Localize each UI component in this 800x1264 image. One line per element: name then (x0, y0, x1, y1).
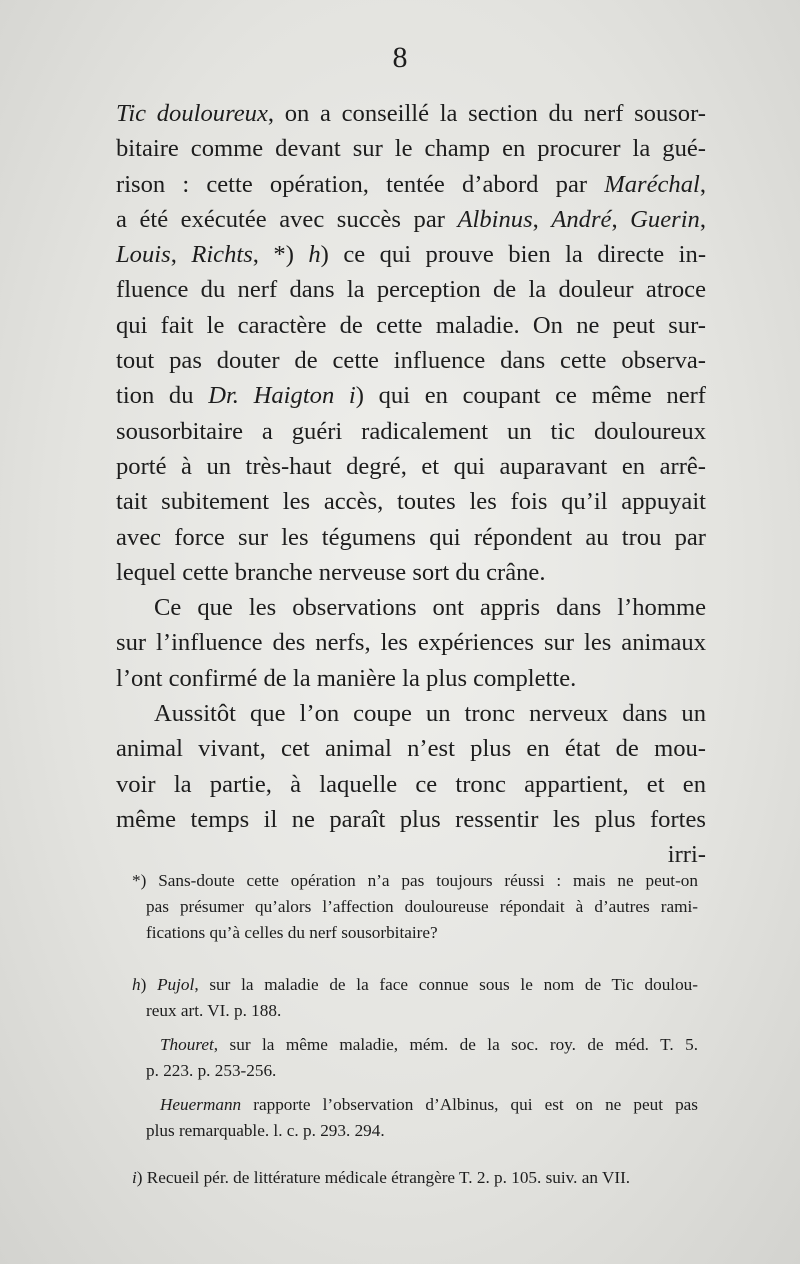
text-line: Ce que les observations ont appris dans l’homme (154, 594, 706, 622)
text-line: sur l’influence des nerfs, les expériences sur les animaux (116, 629, 706, 657)
text-line: qui fait le caractère de cette maladie. On ne peut sur- (116, 311, 706, 339)
text-line: tait subitement les accès, toutes les fois qu’il appuyait (116, 488, 706, 516)
footnote-line: fications qu’à celles du nerf sousorbitaire? (146, 923, 438, 942)
text-line: bitaire comme devant sur le champ en procurer la gué- (116, 135, 706, 163)
text-line: avec force sur les tégumens qui répondent au trou par (116, 523, 706, 551)
text-line: Tic douloureux, on a conseillé la section du nerf sousor- (116, 100, 706, 127)
text-line: tout pas douter de cette influence dans cette observa- (116, 347, 706, 375)
main-text (116, 96, 706, 873)
text-line: lequel cette branche nerveuse sort du crâne. (116, 558, 546, 586)
text-line: rison : cette opération, tentée d’abord par Maréchal, (116, 170, 706, 198)
text-line: voir la partie, à laquelle ce tronc appartient, et en (116, 770, 706, 798)
text-line: sousorbitaire a guéri radicalement un tic douloureux (116, 417, 706, 445)
text-line: l’ont confirmé de la manière la plus complette. (116, 664, 577, 692)
footnote-line: reux art. VI. p. 188. (146, 1001, 282, 1020)
footnote-star (132, 868, 698, 946)
footnote-h (132, 972, 698, 1144)
footnote-line: plus remarquable. l. c. p. 293. 294. (146, 1121, 385, 1140)
footnote-line: p. 223. p. 253-256. (146, 1061, 277, 1080)
text-line: même temps il ne paraît plus ressentir les plus fortes (116, 805, 706, 833)
footnote-line: Thouret, sur la même maladie, mém. de la soc. roy. de méd. T. 5. (160, 1035, 698, 1054)
text-line: fluence du nerf dans la perception de la douleur atroce (116, 276, 706, 304)
footnote-line: pas présumer qu’alors l’affection douloureuse répondait à d’autres rami- (146, 897, 698, 916)
page-number: 8 (392, 41, 408, 74)
text-line: Aussitôt que l’on coupe un tronc nerveux dans un (154, 700, 706, 728)
text-line: animal vivant, cet animal n’est plus en état de mou- (116, 735, 706, 763)
footnote-line: Heuermann rapporte l’observation d’Albinus, qui est on ne peut pas (160, 1095, 698, 1114)
text-line: porté à un très-haut degré, et qui auparavant en arrê- (116, 452, 706, 480)
footnote-line: *) Sans-doute cette opération n’a pas toujours réussi : mais ne peut-on (132, 871, 698, 890)
footnote-line: i) Recueil pér. de littérature médicale étrangère T. 2. p. 105. suiv. an VII. (132, 1168, 631, 1187)
text-line: a été exécutée avec succès par Albinus, André, Guerin, (116, 205, 707, 233)
footnote-line: h) Pujol, sur la maladie de la face connue sous le nom de Tic doulou- (132, 975, 698, 994)
text-line: Louis, Richts, *) h) ce qui prouve bien la directe in- (116, 241, 707, 269)
footnote-i (132, 1165, 698, 1191)
catchword: irri- (667, 841, 706, 869)
text-line: tion du Dr. Haigton i) qui en coupant ce même nerf (116, 382, 706, 410)
